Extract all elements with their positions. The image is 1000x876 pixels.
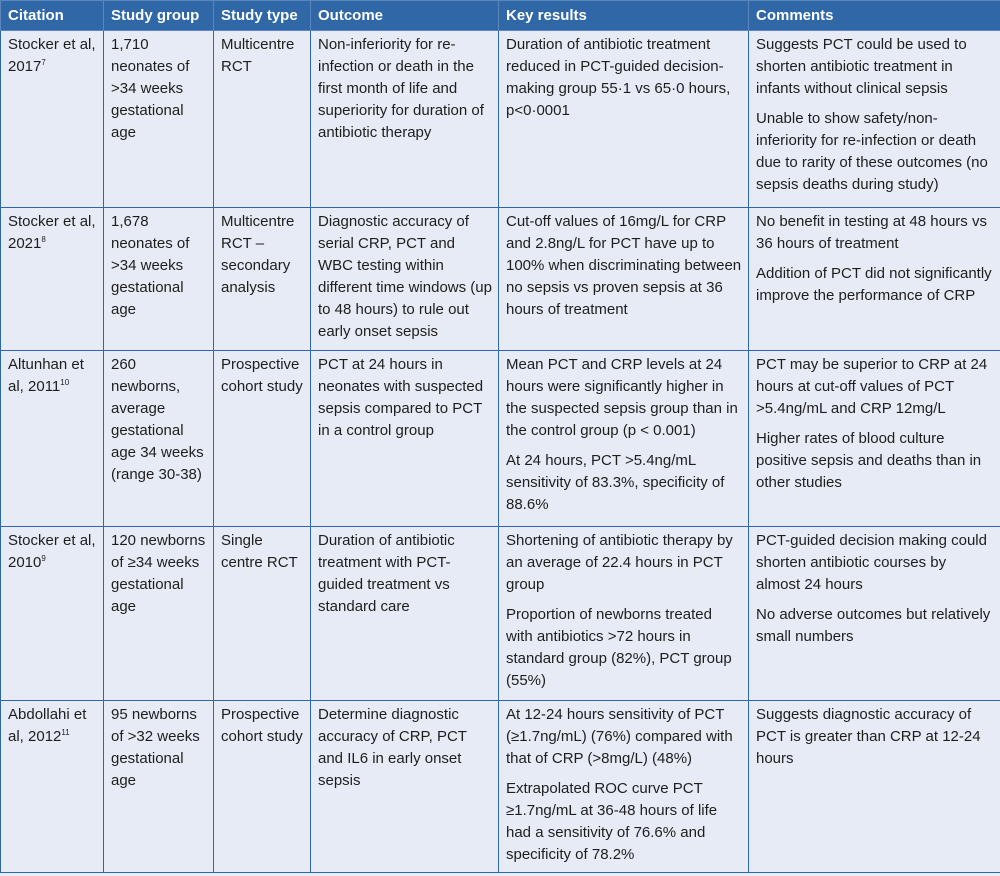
comments-cell [749, 701, 1000, 873]
citation-cell: Stocker et al, 2021$^8$ [1, 208, 104, 351]
table-row [1, 351, 1000, 527]
citation-cell: Altunhan et al, 2011$^{10}$ [1, 351, 104, 527]
outcome-cell: Determine diagnostic accuracy of CRP, PCT and IL6 in early onset sepsis [311, 701, 499, 873]
table-row [1, 701, 1000, 873]
reference-number: 11 [61, 728, 70, 737]
header-outcome: Outcome [311, 1, 499, 31]
comment-paragraph: Higher rates of blood culture positive sepsis and deaths than in other studies [756, 430, 982, 491]
comment-paragraph: Unable to show safety/non-inferiority for re-infection or death due to rarity of these outcomes (no sepsis deaths during study) [756, 110, 988, 193]
study-type-cell: Prospective cohort study [214, 701, 311, 873]
study-type-cell: Multicentre RCT – secondary analysis [214, 208, 311, 351]
reference-number: 7 [41, 58, 46, 67]
study-group-cell: 120 newborns of ≥34 weeks gestational age [104, 527, 214, 701]
key-results-cell [499, 527, 749, 701]
study-type-cell: Prospective cohort study [214, 351, 311, 527]
comments-cell [749, 31, 1000, 208]
study-group-cell: 95 newborns of >32 weeks gestational age [104, 701, 214, 873]
reference-number: 10 [60, 378, 70, 387]
study-type-cell: Multicentre RCT [214, 31, 311, 208]
reference-number: 8 [41, 235, 46, 244]
comments-cell [749, 527, 1000, 701]
outcome-cell: Duration of antibiotic treatment with PCT-guided treatment vs standard care [311, 527, 499, 701]
header-key-results: Key results [499, 1, 749, 31]
comment-paragraph: PCT may be superior to CRP at 24 hours at cut-off values of PCT >5.4ng/mL and CRP 12mg/L [756, 356, 988, 417]
comments-cell [749, 208, 1000, 351]
key-results-cell [499, 701, 749, 873]
table-row [1, 527, 1000, 701]
study-group-cell: 260 newborns, average gestational age 34 weeks (range 30-38) [104, 351, 214, 527]
outcome-cell: PCT at 24 hours in neonates with suspected sepsis compared to PCT in a control group [311, 351, 499, 527]
table-row [1, 31, 1000, 208]
header-study-group: Study group [104, 1, 214, 31]
study-type-cell: Single centre RCT [214, 527, 311, 701]
reference-number: 9 [41, 554, 46, 563]
key-results-cell [499, 351, 749, 527]
header-row [1, 1, 1000, 31]
citation-cell: Stocker et al, 2017$^7$ [1, 31, 104, 208]
outcome-cell: Non-inferiority for re-infection or death in the first month of life and superiority for duration of antibiotic therapy [311, 31, 499, 208]
key-results-cell [499, 31, 749, 208]
header-study-type: Study type [214, 1, 311, 31]
result-paragraph: At 12-24 hours sensitivity of PCT (≥1.7ng/mL) (76%) compared with that of CRP (>8mg/L) (48%) [506, 706, 733, 767]
outcome-cell: Diagnostic accuracy of serial CRP, PCT and WBC testing within different time windows (up to 48 hours) to rule out early onset sepsis [311, 208, 499, 351]
comment-paragraph: Suggests PCT could be used to shorten antibiotic treatment in infants without clinical sepsis [756, 36, 967, 97]
result-paragraph: Proportion of newborns treated with antibiotics >72 hours in standard group (82%), PCT group (55%) [506, 606, 732, 689]
result-paragraph: At 24 hours, PCT >5.4ng/mL sensitivity of 83.3%, specificity of 88.6% [506, 452, 725, 513]
citation-cell: Stocker et al, 2010$^9$ [1, 527, 104, 701]
comment-paragraph: Suggests diagnostic accuracy of PCT is greater than CRP at 12-24 hours [756, 706, 981, 767]
result-paragraph: Shortening of antibiotic therapy by an average of 22.4 hours in PCT group [506, 532, 733, 593]
comment-paragraph: No adverse outcomes but relatively small numbers [756, 606, 991, 645]
result-paragraph: Extrapolated ROC curve PCT ≥1.7ng/mL at 36-48 hours of life had a sensitivity of 76.6% and specificity of 78.2% [506, 780, 718, 863]
citation-cell: Abdollahi et al, 2012$^{11}$ [1, 701, 104, 873]
comment-paragraph: No benefit in testing at 48 hours vs 36 hours of treatment [756, 213, 987, 252]
header-comments: Comments [749, 1, 1000, 31]
study-group-cell: 1,678 neonates of >34 weeks gestational age [104, 208, 214, 351]
comment-paragraph: PCT-guided decision making could shorten antibiotic courses by almost 24 hours [756, 532, 987, 593]
comment-paragraph: Addition of PCT did not significantly improve the performance of CRP [756, 265, 992, 304]
key-results-cell [499, 208, 749, 351]
result-paragraph: Mean PCT and CRP levels at 24 hours were significantly higher in the suspected sepsis group than in the control group (p < 0.001) [506, 356, 738, 439]
result-paragraph: Duration of antibiotic treatment reduced in PCT-guided decision-making group 55·1 vs 65·0 hours, p<0·0001 [506, 36, 731, 119]
comments-cell [749, 351, 1000, 527]
study-group-cell: 1,710 neonates of >34 weeks gestational age [104, 31, 214, 208]
table-row [1, 208, 1000, 351]
result-paragraph: Cut-off values of 16mg/L for CRP and 2.8ng/L for PCT have up to 100% when discriminating between no sepsis vs proven sepsis at 36 hours of treatment [506, 213, 742, 318]
header-citation: Citation [1, 1, 104, 31]
